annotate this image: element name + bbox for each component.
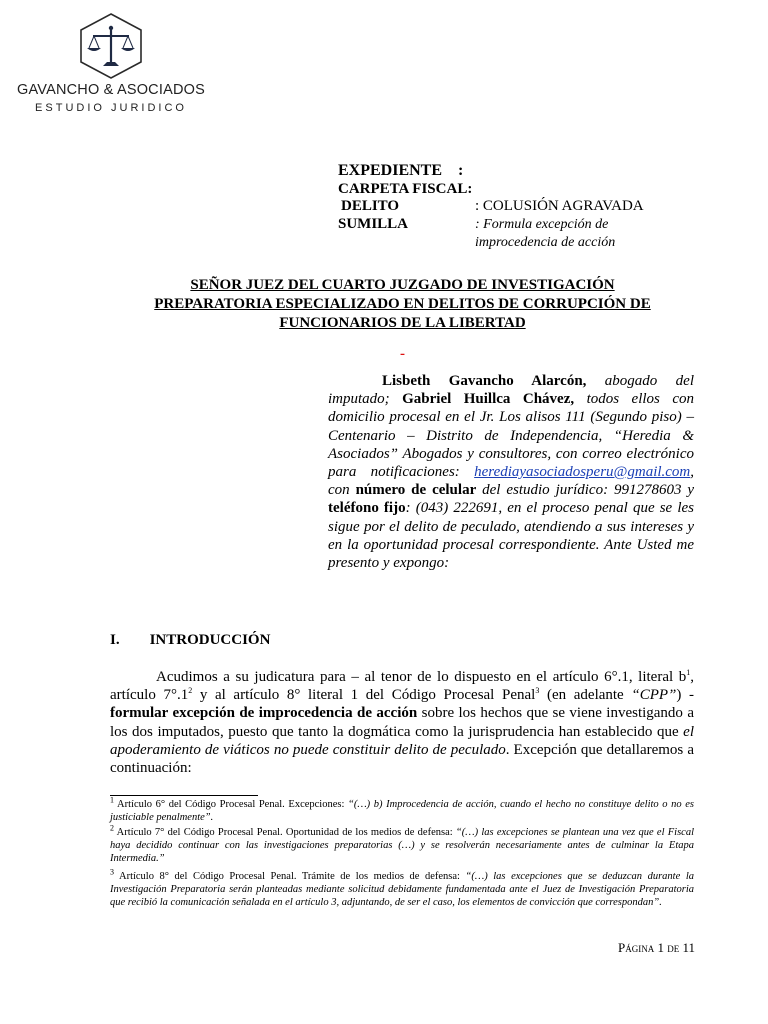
footnote-ref-1[interactable]: 1 (686, 668, 691, 677)
sumilla-value-line2: improcedencia de acción (475, 235, 616, 250)
section-heading (110, 632, 270, 649)
addressee-line2: PREPARATORIA ESPECIALIZADO EN DELITOS DE CORRUPCIÓN DE (154, 296, 651, 312)
defendant-name: Gabriel Huillca Chávez, (389, 391, 575, 408)
intro-text-3: , con (328, 464, 695, 499)
footnote-quote: “(…) b) Improcedencia de acción, cuando el hecho no constituye delito o no es justiciable penalmente”. (110, 799, 695, 823)
landline-label: teléfono fijo (328, 500, 406, 517)
email-link[interactable]: herediayasociadosperu@gmail.com (474, 464, 691, 481)
intro-paragraph (328, 372, 694, 572)
body-text-1: Acudimos a su judicatura para – al tenor de lo dispuesto en el artículo 6°.1, literal b (156, 669, 687, 685)
page-number: Página 1 de 11 (618, 940, 695, 955)
body-text-7: . Excepción que detallaremos a continuación: (110, 741, 694, 777)
intro-text-2: todos ellos con domicilio procesal en el Jr. Los alisos 111 (Segundo piso) – Centenario – Distrito de Independencia, “Heredia & Asociados” Abogados y consultores, con correo electrónico para notificaciones: (328, 391, 694, 481)
body-bold-claim: formular excepción de improcedencia de acción (110, 705, 418, 722)
body-paragraph (110, 668, 694, 777)
footnote-text: Artículo 8° del Código Procesal Penal. Trámite de los medios de defensa: (114, 871, 466, 882)
intro-text-4: del estudio jurídico: 991278603 y (476, 482, 695, 499)
addressee-line3: FUNCIONARIOS DE LA LIBERTAD (279, 315, 526, 331)
body-text-4: (en adelante (539, 687, 632, 704)
body-text-3: y al artículo 8° literal 1 del Código Procesal Penal (192, 687, 536, 704)
expediente-value: : (458, 162, 464, 179)
carpeta-fiscal-label: CARPETA FISCAL: (338, 181, 473, 197)
footnote-2 (110, 823, 694, 865)
intro-text-1: abogado del imputado; (328, 373, 694, 408)
body-text-5: ) - (676, 687, 695, 704)
footnote-1 (110, 795, 695, 825)
expediente-label: EXPEDIENTE : (338, 162, 464, 179)
body-text-2: , artículo 7°.1 (110, 669, 694, 704)
footnote-quote: “(…) las excepciones se plantean una vez que el Fiscal haya decidido continuar con las investigaciones preparatorias (…) y se resolverán necesariamente antes de culminar la Etapa Intermedia.” (110, 827, 694, 864)
delito-value: : COLUSIÓN AGRAVADA (475, 198, 644, 214)
body-text-6: sobre los hechos que se viene investigando a los dos imputados, puesto que tanto la dogmática como la jurisprudencia han establecido que (110, 705, 694, 740)
scales-of-justice-icon (73, 12, 149, 82)
cpp-abbreviation: “CPP” (631, 687, 677, 704)
firm-logo (16, 6, 206, 134)
footnote-text: Artículo 6° del Código Procesal Penal. Excepciones: (114, 799, 348, 810)
intro-text-5: : (043) 222691, en el proceso penal que se les sigue por el delito de peculado, atendiendo a sus intereses y en la oportunidad procesal correspondiente. Ante Usted me presento y expongo: (328, 500, 694, 572)
footnote-text: Artículo 7° del Código Procesal Penal. Oportunidad de los medios de defensa: (114, 827, 456, 838)
red-dash: - (400, 346, 405, 362)
sumilla-value-line1: : Formula excepción de (475, 217, 609, 232)
body-italic-claim: el apoderamiento de viáticos no puede constituir delito de peculado (110, 723, 694, 758)
footnote-ref-2[interactable]: 2 (188, 686, 193, 696)
footnote-number: 2 (110, 823, 114, 833)
addressee-line1: SEÑOR JUEZ DEL CUARTO JUZGADO DE INVESTIGACIÓN (190, 277, 615, 293)
footnote-number: 3 (110, 867, 114, 877)
delito-label: DELITO (341, 198, 400, 214)
cellphone-label: número de celular (349, 482, 477, 499)
footnote-separator (110, 795, 258, 796)
sumilla-label: SUMILLA (338, 216, 409, 232)
logo-subtitle: ESTUDIO JURIDICO (35, 102, 187, 114)
footnote-number: 1 (110, 795, 114, 805)
footnote-ref-3[interactable]: 3 (535, 686, 540, 696)
footnote-quote: “(…) las excepciones que se deduzcan durante la Investigación Preparatoria serán planteadas mediante solicitud debidamente fundamentada ante el Juez de Investigación Preparatoria que recibió la comunicación señalada en el artículo 3, adjuntando, de ser el caso, los elementos de convicción que correspondan”. (110, 871, 694, 908)
section-number: I. (110, 632, 120, 648)
logo-firm-name: GAVANCHO & ASOCIADOS (17, 82, 205, 98)
footnote-3 (110, 867, 694, 909)
section-title: INTRODUCCIÓN (149, 632, 271, 648)
addressee-heading (110, 276, 695, 333)
lawyer-name: Lisbeth Gavancho Alarcón, (382, 373, 587, 389)
